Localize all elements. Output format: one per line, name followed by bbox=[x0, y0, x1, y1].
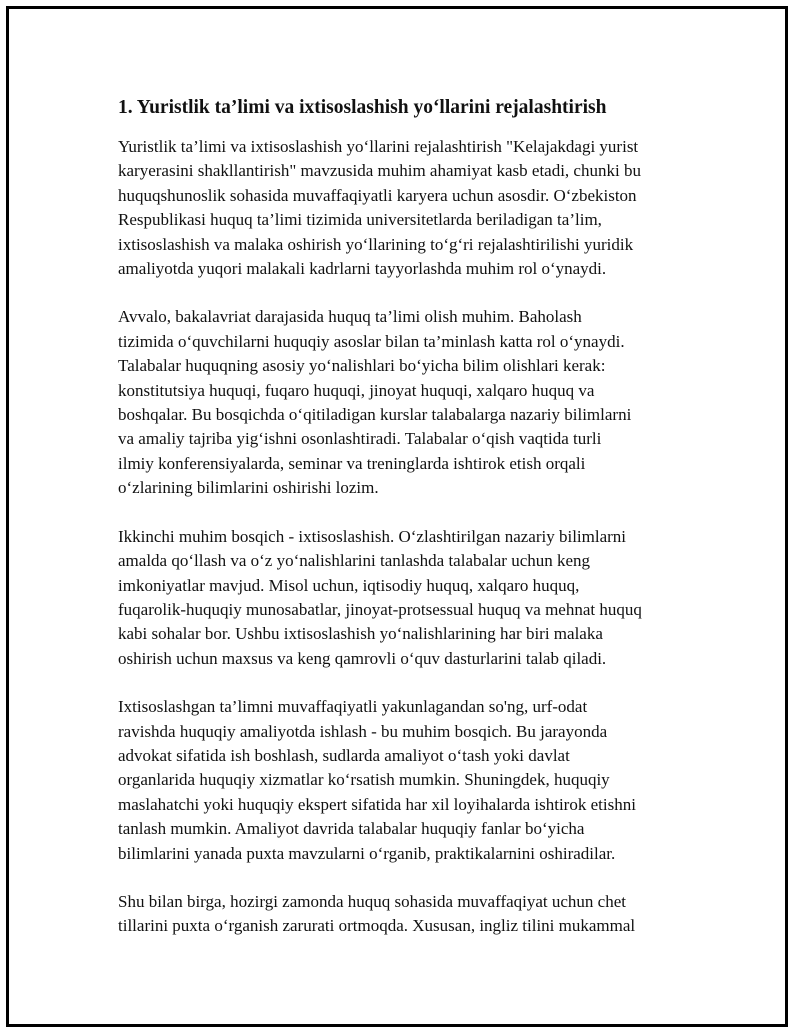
text-line: Ixtisoslashgan ta’limni muvaffaqiyatli yakunlagandan so'ng, urf-odat bbox=[118, 697, 588, 717]
paragraph-1 bbox=[118, 135, 698, 281]
text-line: fuqarolik-huquqiy munosabatlar, jinoyat-protsessual huquq va mehnat huquq bbox=[118, 599, 642, 619]
text-line: tillarini puxta o‘rganish zarurati ortmoqda. Xususan, ingliz tilini mukammal bbox=[118, 916, 636, 936]
paragraph-4 bbox=[118, 695, 698, 866]
text-line: konstitutsiya huquqi, fuqaro huquqi, jinoyat huquqi, xalqaro huquq va bbox=[118, 380, 595, 400]
text-line: bilimlarini yanada puxta mavzularni o‘rganib, praktikalarnini oshiradilar. bbox=[118, 843, 616, 863]
text-line: oshirish uchun maxsus va keng qamrovli o‘quv dasturlarini talab qiladi. bbox=[118, 648, 607, 668]
paragraph-5 bbox=[118, 890, 698, 939]
text-line: ravishda huquqiy amaliyotda ishlash - bu muhim bosqich. Bu jarayonda bbox=[118, 721, 608, 741]
text-line: tizimida o‘quvchilarni huquqiy asoslar bilan ta’minlash katta rol o‘ynaydi. bbox=[118, 331, 625, 351]
text-line: va amaliy tajriba yig‘ishni osonlashtiradi. Talabalar o‘qish vaqtida turli bbox=[118, 429, 602, 449]
paragraph-2 bbox=[118, 305, 698, 500]
text-line: boshqalar. Bu bosqichda o‘qitiladigan kurslar talabalarga nazariy bilimlarni bbox=[118, 405, 632, 425]
text-line: amalda qo‘llash va o‘z yo‘nalishlarini tanlashda talabalar uchun keng bbox=[118, 551, 591, 571]
text-line: Talabalar huquqning asosiy yo‘nalishlari bo‘yicha bilim olishlari kerak: bbox=[118, 356, 606, 376]
text-line: Avvalo, bakalavriat darajasida huquq ta’limi olish muhim. Baholash bbox=[118, 307, 582, 327]
text-line: amaliyotda yuqori malakali kadrlarni tayyorlashda muhim rol o‘ynaydi. bbox=[118, 259, 607, 279]
text-line: huquqshunoslik sohasida muvaffaqiyatli karyera uchun asosdir. O‘zbekiston bbox=[118, 185, 637, 205]
text-line: ixtisoslashish va malaka oshirish yo‘llarining to‘g‘ri rejalashtirilishi yuridik bbox=[118, 234, 634, 254]
text-line: Respublikasi huquq ta’limi tizimida universitetlarda beriladigan ta’lim, bbox=[118, 210, 602, 230]
paragraph-3 bbox=[118, 525, 698, 671]
text-line: karyerasini shakllantirish" mavzusida muhim ahamiyat kasb etadi, chunki bu bbox=[118, 161, 641, 181]
text-line: o‘zlarining bilimlarini oshirishi lozim. bbox=[118, 478, 379, 498]
text-line: kabi sohalar bor. Ushbu ixtisoslashish yo‘nalishlarining har biri malaka bbox=[118, 624, 603, 644]
document-body bbox=[118, 95, 698, 963]
text-line: organlarida huquqiy xizmatlar ko‘rsatish mumkin. Shuningdek, huquqiy bbox=[118, 770, 610, 790]
text-line: tanlash mumkin. Amaliyot davrida talabalar huquqiy fanlar bo‘yicha bbox=[118, 819, 585, 839]
text-line: imkoniyatlar mavjud. Misol uchun, iqtisodiy huquq, xalqaro huquq, bbox=[118, 575, 580, 595]
text-line: Shu bilan birga, hozirgi zamonda huquq sohasida muvaffaqiyat uchun chet bbox=[118, 891, 626, 911]
text-line: ilmiy konferensiyalarda, seminar va treninglarda ishtirok etish orqali bbox=[118, 453, 586, 473]
text-line: maslahatchi yoki huquqiy ekspert sifatida har xil loyihalarda ishtirok etishni bbox=[118, 794, 636, 814]
section-heading: 1. Yuristlik ta’limi va ixtisoslashish yo‘llarini rejalashtirish bbox=[118, 97, 607, 118]
text-line: advokat sifatida ish boshlash, sudlarda amaliyot o‘tash yoki davlat bbox=[118, 745, 570, 765]
text-line: Yuristlik ta’limi va ixtisoslashish yo‘llarini rejalashtirish "Kelajakdagi yurist bbox=[118, 137, 639, 156]
text-line: Ikkinchi muhim bosqich - ixtisoslashish. O‘zlashtirilgan nazariy bilimlarni bbox=[118, 526, 627, 546]
